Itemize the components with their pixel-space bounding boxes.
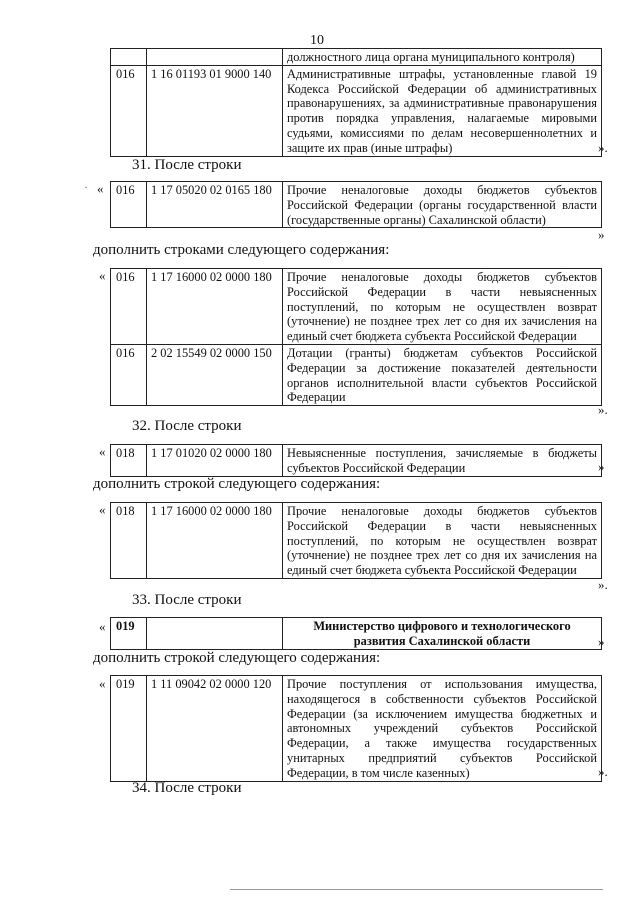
closing-quote: » [598,227,605,242]
ministry-name-cell: Министерство цифрового и технологического развития Сахалинской области [283,618,602,650]
closing-quote: » [598,634,605,649]
kbk-cell: 1 17 01020 02 0000 180 [147,445,283,477]
description-cell: Прочие неналоговые доходы бюджетов субъектов Российской Федерации в части невыясненных поступлений, по которым не осуществлен возврат (уточнение) не позднее трех лет со дня их зачисления на единый счет бюджета субъекта Российской Федерации [283,269,602,345]
description-cell: Прочие неналоговые доходы бюджетов субъектов Российской Федерации в части невыясненных поступлений, по которым не осуществлен возврат (уточнение) не позднее трех лет со дня их зачисления на единый счет бюджета субъекта Российской Федерации [283,503,602,579]
table-row [111,676,602,782]
budget-table-31 [110,181,602,228]
add-row-text: дополнить строкой следующего содержания: [93,650,381,666]
description-cell: Прочие поступления от использования имущества, находящегося в собственности субъектов Российской Федерации (за исключением имущества бюджетных и автономных учреждений субъектов Российской Федерации, а также имущества государственных унитарных предприятий субъектов Российской Федерации, в том числе казенных) [283,676,602,782]
closing-quote: » [598,459,605,474]
description-cell: Дотации (гранты) бюджетам субъектов Российской Федерации за достижение показателей деятельности органов исполнительной власти субъектов Российской Федерации [283,344,602,405]
table-row [111,49,602,66]
budget-table-32-add [110,502,602,579]
add-row-text: дополнить строкой следующего содержания: [93,476,381,492]
table-row [111,618,602,650]
kbk-cell: 1 16 01193 01 9000 140 [147,65,283,156]
closing-quote: ». [598,140,608,155]
code-cell: 016 [111,344,147,405]
kbk-cell [147,618,283,650]
closing-quote: ». [598,764,608,779]
budget-table-33-add [110,675,602,782]
budget-table-32 [110,444,602,477]
kbk-cell: 1 17 16000 02 0000 180 [147,503,283,579]
code-cell: 019 [111,618,147,650]
description-cell: Невыясненные поступления, зачисляемые в бюджеты субъектов Российской Федерации [283,445,602,477]
kbk-cell [147,49,283,66]
code-cell: 019 [111,676,147,782]
opening-quote: « [99,502,106,517]
table-row [111,344,602,405]
item-33-heading: 33. После строки [132,592,242,608]
opening-quote: « [99,676,106,691]
opening-quote: « [99,268,106,283]
budget-table-31-add [110,268,602,406]
code-cell: 016 [111,65,147,156]
opening-quote: « [99,444,106,459]
code-cell: 016 [111,269,147,345]
table-row [111,65,602,156]
page-bottom-rule [230,889,603,890]
margin-mark: · [84,180,88,194]
table-row [111,269,602,345]
opening-quote: « [99,619,106,634]
closing-quote: ». [598,577,608,592]
code-cell: 018 [111,503,147,579]
kbk-cell: 1 17 05020 02 0165 180 [147,182,283,228]
description-cell: должностного лица органа муниципального контроля) [283,49,602,66]
item-31-heading: 31. После строки [132,157,242,173]
code-cell: 016 [111,182,147,228]
table-row [111,182,602,228]
closing-quote: ». [598,402,608,417]
code-cell [111,49,147,66]
opening-quote: « [97,181,104,196]
table-row [111,503,602,579]
code-cell: 018 [111,445,147,477]
kbk-cell: 1 17 16000 02 0000 180 [147,269,283,345]
budget-table-33 [110,617,602,650]
budget-table-top [110,48,602,157]
page-number: 10 [310,33,324,48]
description-cell: Административные штрафы, установленные главой 19 Кодекса Российской Федерации об административных правонарушениях, за административные правонарушения против порядка управления, налагаемые мировыми судьями, комиссиями по делам несовершеннолетних и защите их прав (иные штрафы) [283,65,602,156]
item-34-heading: 34. После строки [132,780,242,796]
kbk-cell: 2 02 15549 02 0000 150 [147,344,283,405]
add-rows-text: дополнить строками следующего содержания: [93,242,390,258]
kbk-cell: 1 11 09042 02 0000 120 [147,676,283,782]
description-cell: Прочие неналоговые доходы бюджетов субъектов Российской Федерации (органы государственной власти (государственные органы) Сахалинской области) [283,182,602,228]
table-row [111,445,602,477]
item-32-heading: 32. После строки [132,418,242,434]
